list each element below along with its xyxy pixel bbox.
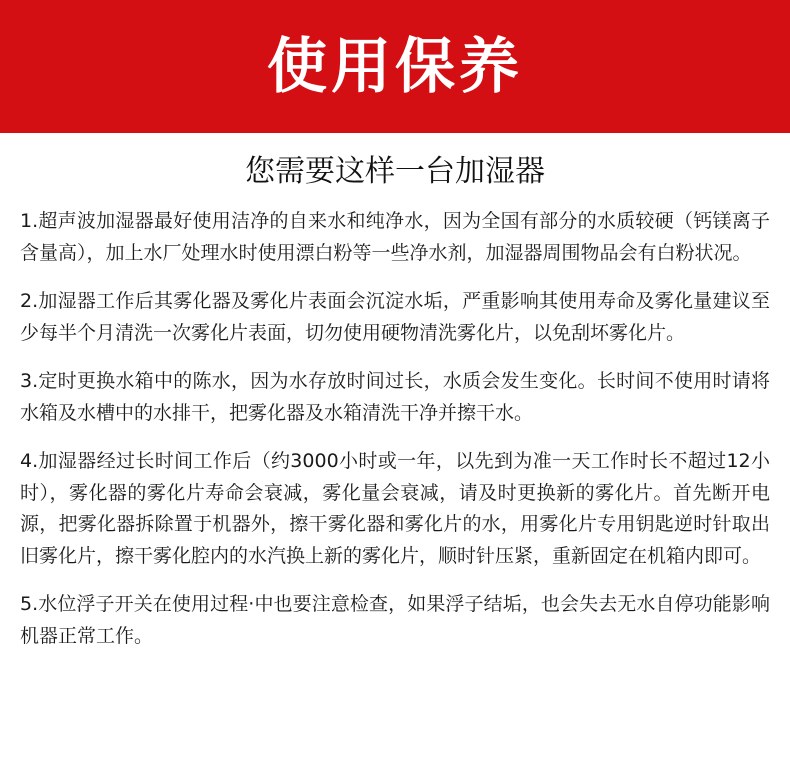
list-item-4: 4.加湿器经过长时间工作后（约3000小时或一年，以先到为准一天工作时长不超过12小时），雾化器的雾化片寿命会衰减，雾化量会衰减，请及时更换新的雾化片。首先断开电源，把雾化器拆除置于机器外，擦干雾化器和雾化片的水，用雾化片专用钥匙逆时针取出旧雾化片，擦干雾化腔内的水汽换上新的雾化片，顺时针压紧，重新固定在机箱内即可。 bbox=[20, 450, 770, 567]
list-item-3: 3.定时更换水箱中的陈水，因为水存放时间过长，水质会发生变化。长时间不使用时请将水箱及水槽中的水排干，把雾化器及水箱清洗干净并擦干水。 bbox=[20, 370, 770, 424]
subtitle: 您需要这样一台加湿器 bbox=[245, 154, 545, 189]
page-title: 使用保养 bbox=[267, 31, 523, 102]
list-item-2: 2.加湿器工作后其雾化器及雾化片表面会沉淀水垢，严重影响其使用寿命及雾化量建议至少每半个月清洗一次雾化片表面，切勿使用硬物清洗雾化片，以免刮坏雾化片。 bbox=[20, 290, 770, 344]
maintenance-list bbox=[0, 206, 790, 652]
header-banner bbox=[0, 0, 790, 133]
list-item-5: 5.水位浮子开关在使用过程·中也要注意检查，如果浮子结垢，也会失去无水自停功能影响机器正常工作。 bbox=[20, 593, 770, 647]
list-item-1: 1.超声波加湿器最好使用洁净的自来水和纯净水，因为全国有部分的水质较硬（钙镁离子含量高），加上水厂处理水时使用漂白粉等一些净水剂，加湿器周围物品会有白粉状况。 bbox=[20, 210, 770, 264]
